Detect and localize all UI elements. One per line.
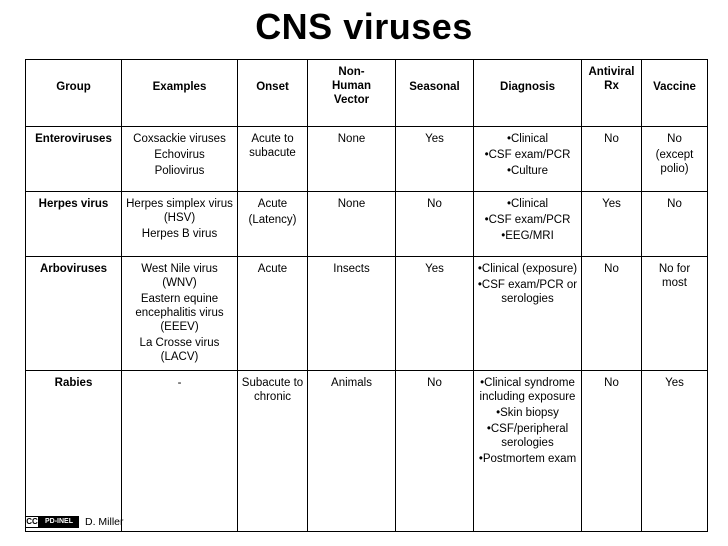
cell-antiviral: No: [582, 127, 642, 192]
cell-vaccine: No for most: [642, 257, 708, 371]
pd-inel-badge: PD-INEL: [39, 516, 79, 528]
table-row: [26, 371, 708, 532]
cell-vector: None: [308, 192, 396, 257]
header-examples: Examples: [122, 60, 238, 127]
cell-seasonal: No: [396, 371, 474, 532]
cell-vaccine: No: [642, 192, 708, 257]
header-group: Group: [26, 60, 122, 127]
cell-onset: Acute (Latency): [238, 192, 308, 257]
cell-diagnosis: •Clinical •CSF exam/PCR •EEG/MRI: [474, 192, 582, 257]
cell-onset: Subacute to chronic: [238, 371, 308, 532]
header-antiviral: Antiviral Rx: [582, 60, 642, 127]
cell-group: Herpes virus: [26, 192, 122, 257]
header-row: [26, 60, 708, 127]
license-logo: [25, 516, 79, 528]
author-credit: D. Miller: [85, 515, 124, 528]
cell-examples: West Nile virus (WNV) Eastern equine encephalitis virus (EEEV) La Crosse virus (LACV): [122, 257, 238, 371]
table-row: [26, 257, 708, 371]
cell-vaccine: No (except polio): [642, 127, 708, 192]
cell-examples: -: [122, 371, 238, 532]
cc-icon: CC: [26, 516, 38, 526]
cell-antiviral: No: [582, 257, 642, 371]
header-onset: Onset: [238, 60, 308, 127]
header-vector: Non-Human Vector: [308, 60, 396, 127]
cell-antiviral: Yes: [582, 192, 642, 257]
cns-virus-table: [25, 59, 708, 532]
cell-examples: Coxsackie viruses Echovirus Poliovirus: [122, 127, 238, 192]
cell-diagnosis: •Clinical (exposure) •CSF exam/PCR or serologies: [474, 257, 582, 371]
table-row: [26, 192, 708, 257]
cell-group: Rabies: [26, 371, 122, 532]
cell-vector: None: [308, 127, 396, 192]
cell-diagnosis: •Clinical •CSF exam/PCR •Culture: [474, 127, 582, 192]
cell-seasonal: Yes: [396, 127, 474, 192]
cell-vector: Animals: [308, 371, 396, 532]
cell-vector: Insects: [308, 257, 396, 371]
cell-group: Enteroviruses: [26, 127, 122, 192]
cell-onset: Acute: [238, 257, 308, 371]
cell-onset: Acute to subacute: [238, 127, 308, 192]
header-vaccine: Vaccine: [642, 60, 708, 127]
cell-diagnosis: •Clinical syndrome including exposure •Skin biopsy •CSF/peripheral serologies •Postmortem exam: [474, 371, 582, 532]
cell-seasonal: Yes: [396, 257, 474, 371]
cell-seasonal: No: [396, 192, 474, 257]
cell-group: Arboviruses: [26, 257, 122, 371]
page-title: CNS viruses: [255, 6, 473, 47]
header-seasonal: Seasonal: [396, 60, 474, 127]
cell-vaccine: Yes: [642, 371, 708, 532]
cell-examples: Herpes simplex virus (HSV) Herpes B virus: [122, 192, 238, 257]
header-diagnosis: Diagnosis: [474, 60, 582, 127]
footer: [25, 515, 124, 528]
cell-antiviral: No: [582, 371, 642, 532]
table-row: [26, 127, 708, 192]
